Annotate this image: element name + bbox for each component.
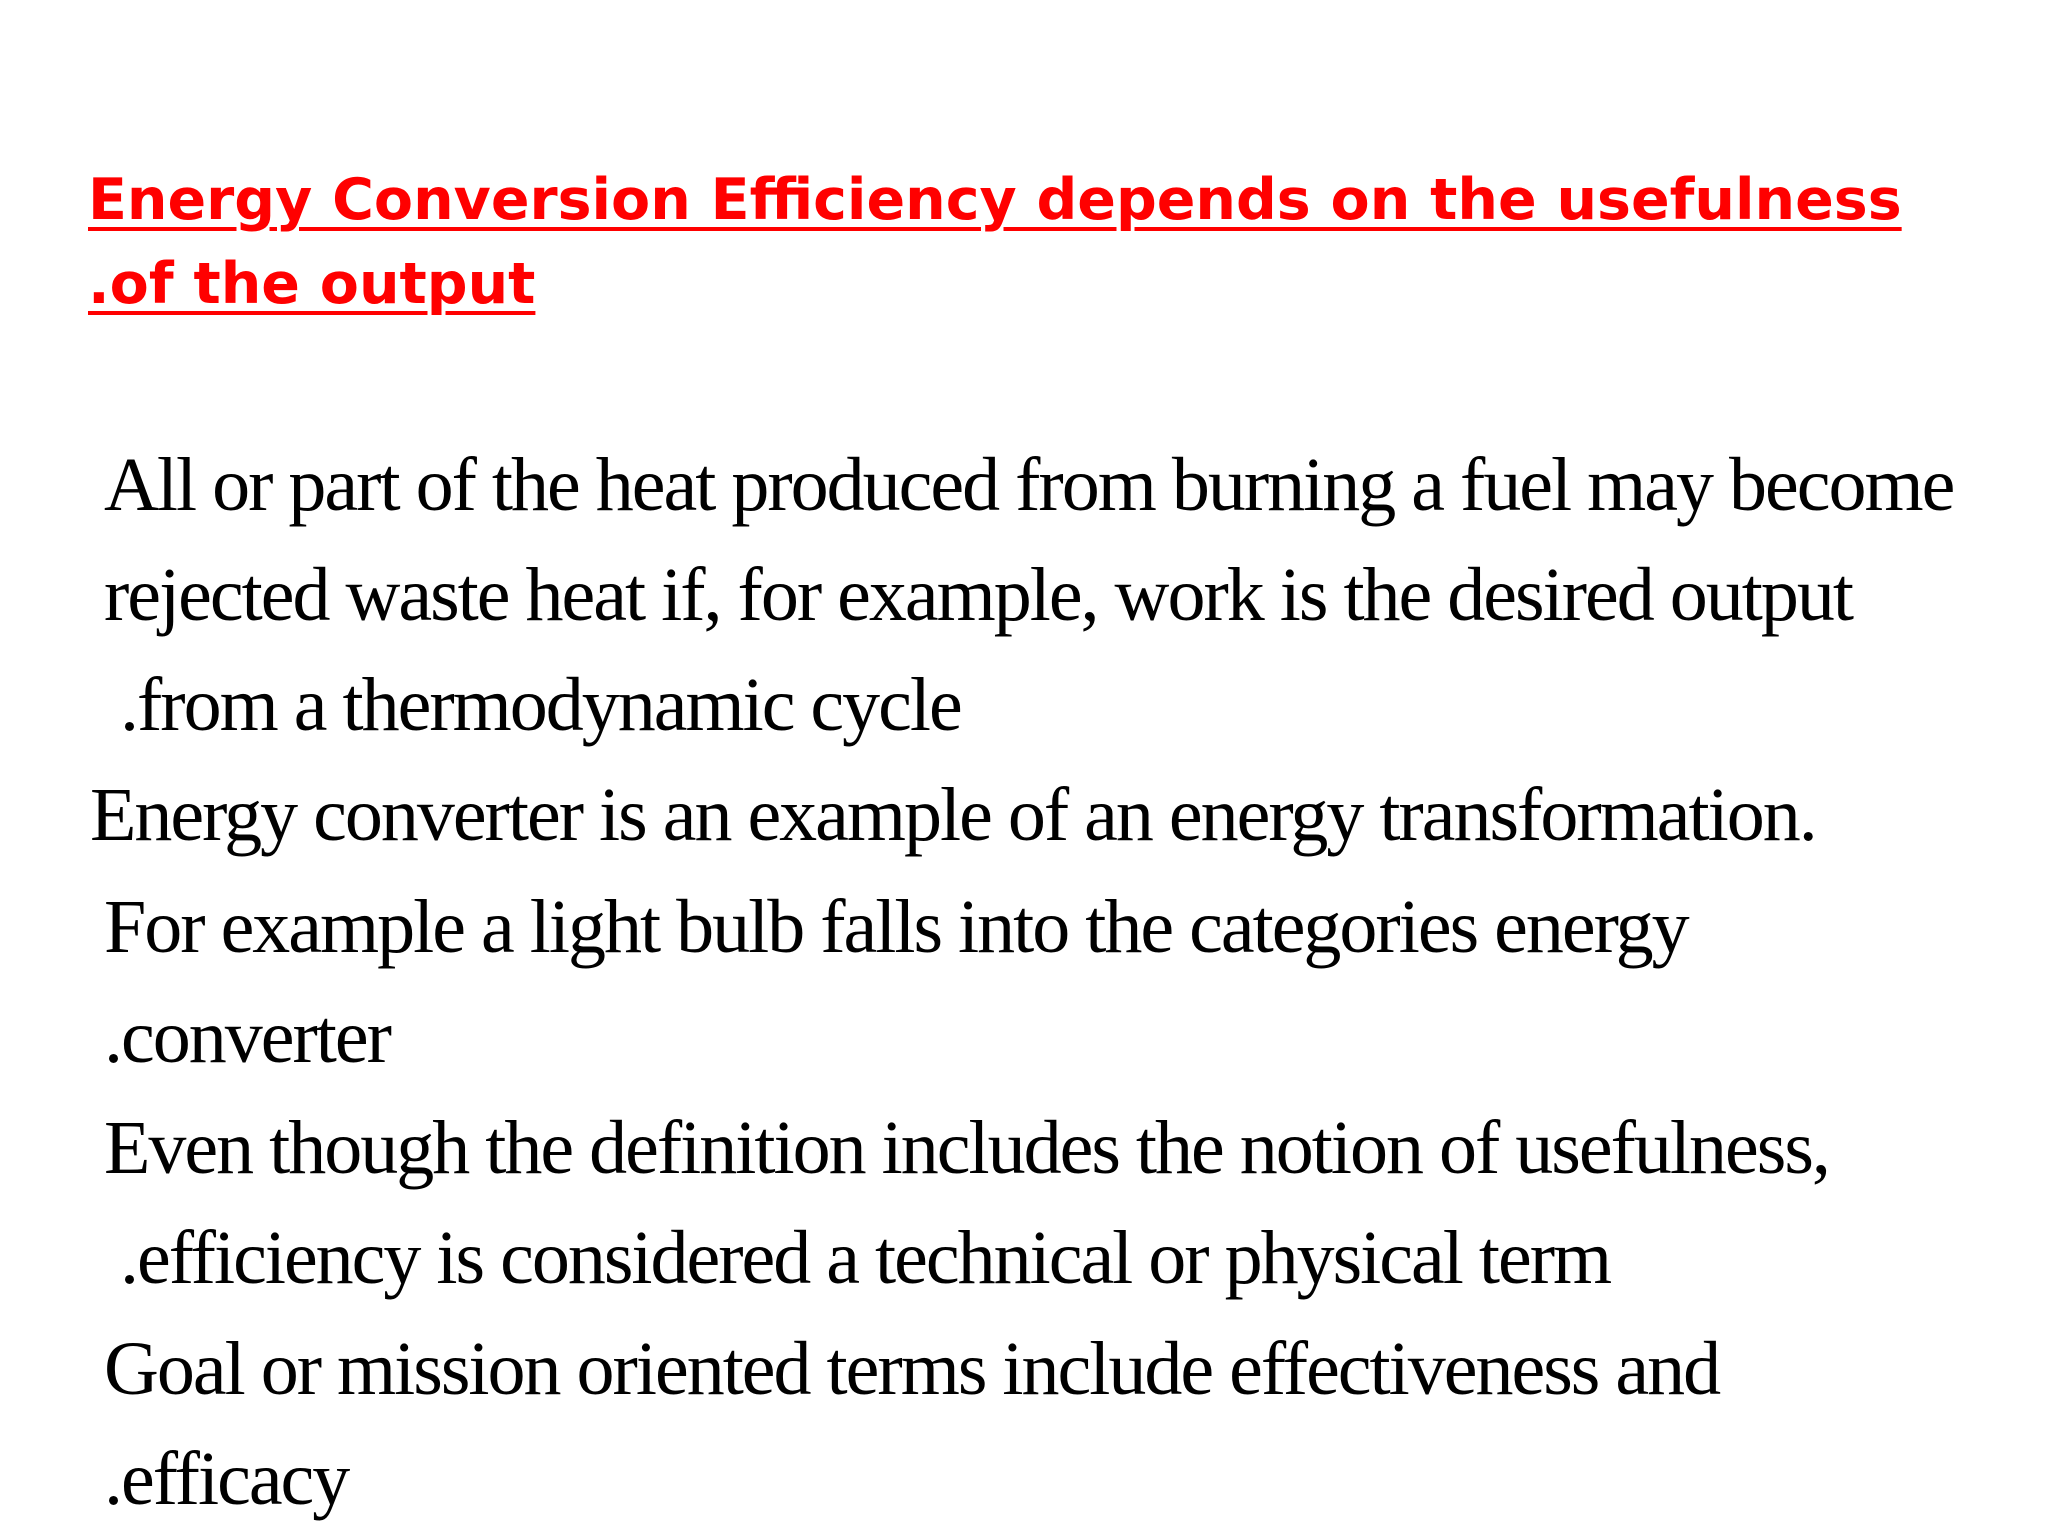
slide-title-line-1: Energy Conversion Efficiency depends on the usefulness — [88, 167, 1902, 233]
body-text-line-1: All or part of the heat produced from burning a fuel may become — [104, 443, 1954, 527]
body-text-line-4: Energy converter is an example of an energy transformation. — [90, 773, 1816, 857]
slide-title — [88, 158, 1988, 326]
body-text-line-5: For example a light bulb falls into the categories energy — [104, 885, 1688, 969]
body-text-line-8: .efficiency is considered a technical or physical term — [120, 1216, 1611, 1300]
body-text-line-2: rejected waste heat if, for example, work is the desired output — [104, 553, 1852, 637]
body-text-line-6: .converter — [104, 995, 390, 1079]
body-text-line-9: Goal or mission oriented terms include effectiveness and — [104, 1327, 1720, 1411]
body-text-line-7: Even though the definition includes the notion of usefulness, — [104, 1106, 1829, 1190]
body-text-line-3: .from a thermodynamic cycle — [120, 663, 961, 747]
slide-title-line-2: .of the output — [88, 251, 536, 317]
body-text-line-10: .efficacy — [104, 1437, 349, 1521]
